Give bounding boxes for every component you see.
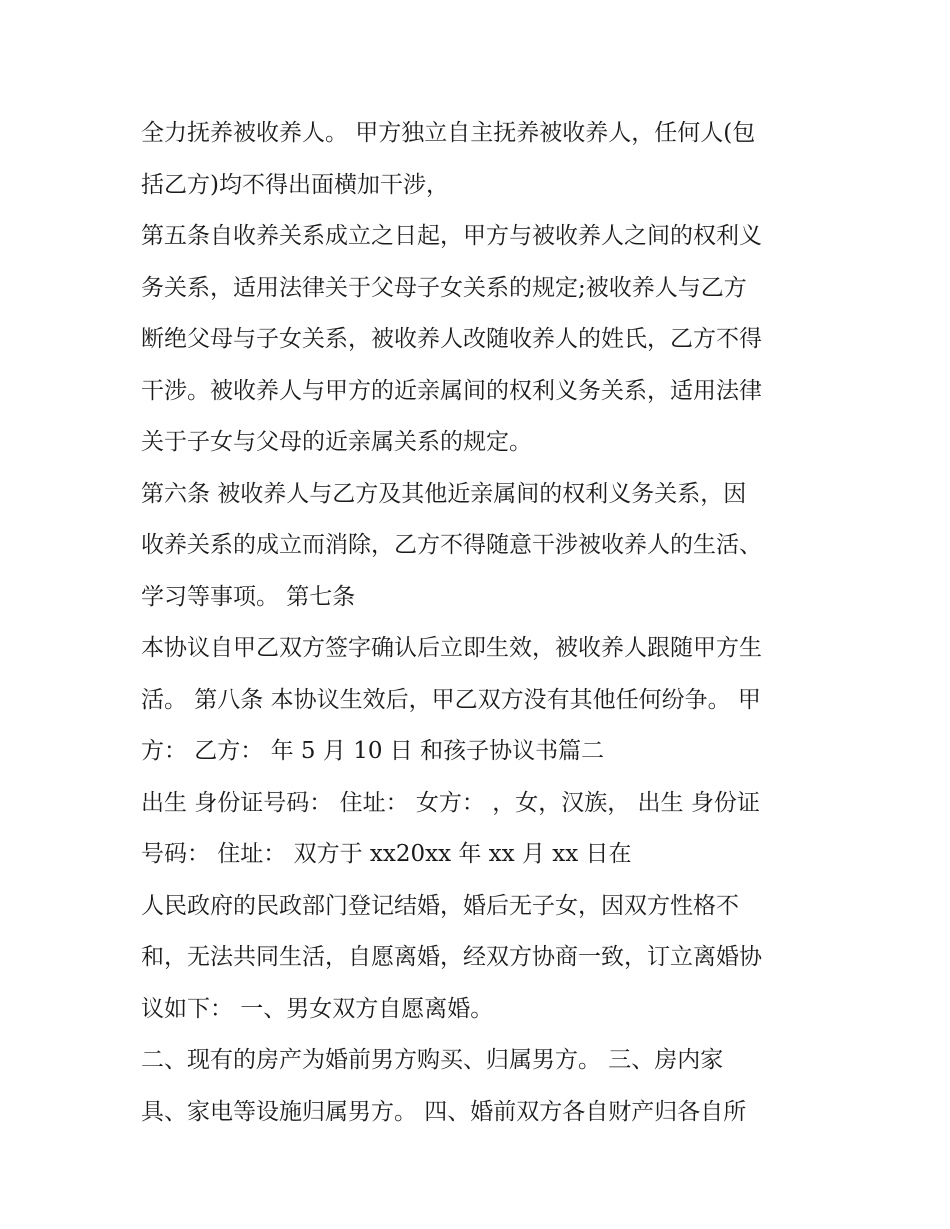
text-line: 人民政府的民政部门登记结婚，婚后无子女，因双方性格不 xyxy=(141,892,739,919)
text-line: 断绝父母与子女关系，被收养人改随收养人的姓氏，乙方不得 xyxy=(141,326,762,352)
text-line: 学习等事项。 第七条 xyxy=(141,583,356,610)
text-line: 收养关系的成立而消除，乙方不得随意干涉被收养人的生活、 xyxy=(141,532,762,558)
text-line: 干涉。被收养人与甲方的近亲属间的权利义务关系，适用法律 xyxy=(141,377,762,404)
text-line: 方： 乙方： 年 5 月 10 日 和孩子协议书篇二 xyxy=(141,738,605,764)
text-line: 括乙方)均不得出面横加干涉， xyxy=(141,171,449,198)
text-line: 号码： 住址： 双方于 xx20xx 年 xx 月 xx 日在 xyxy=(141,841,632,867)
text-line: 和，无法共同生活，自愿离婚，经双方协商一致，订立离婚协 xyxy=(141,944,762,970)
text-line: 二、现有的房产为婚前男方购买、归属男方。 三、房内家 xyxy=(141,1047,724,1073)
text-line: 第五条自收养关系成立之日起，甲方与被收养人之间的权利义 xyxy=(141,223,762,249)
text-line: 关于子女与父母的近亲属关系的规定。 xyxy=(141,429,532,455)
text-line: 务关系，适用法律关于父母子女关系的规定;被收养人与乙方 xyxy=(141,274,747,301)
text-line: 第六条 被收养人与乙方及其他近亲属间的权利义务关系，因 xyxy=(141,480,747,507)
text-line: 具、家电等设施归属男方。 四、婚前双方各自财产归各自所 xyxy=(141,1098,747,1125)
document-body xyxy=(141,108,821,1138)
text-line: 议如下： 一、男女双方自愿离婚。 xyxy=(141,995,494,1022)
text-line: 活。 第八条 本协议生效后，甲乙双方没有其他任何纷争。 甲 xyxy=(141,686,761,713)
text-line: 出生 身份证号码： 住址： 女方： ，女，汉族， 出生 身份证 xyxy=(141,789,760,816)
text-line: 本协议自甲乙双方签字确认后立即生效，被收养人跟随甲方生 xyxy=(141,635,762,661)
text-line: 全力抚养被收养人。 甲方独立自主抚养被收养人，任何人(包 xyxy=(141,120,756,146)
